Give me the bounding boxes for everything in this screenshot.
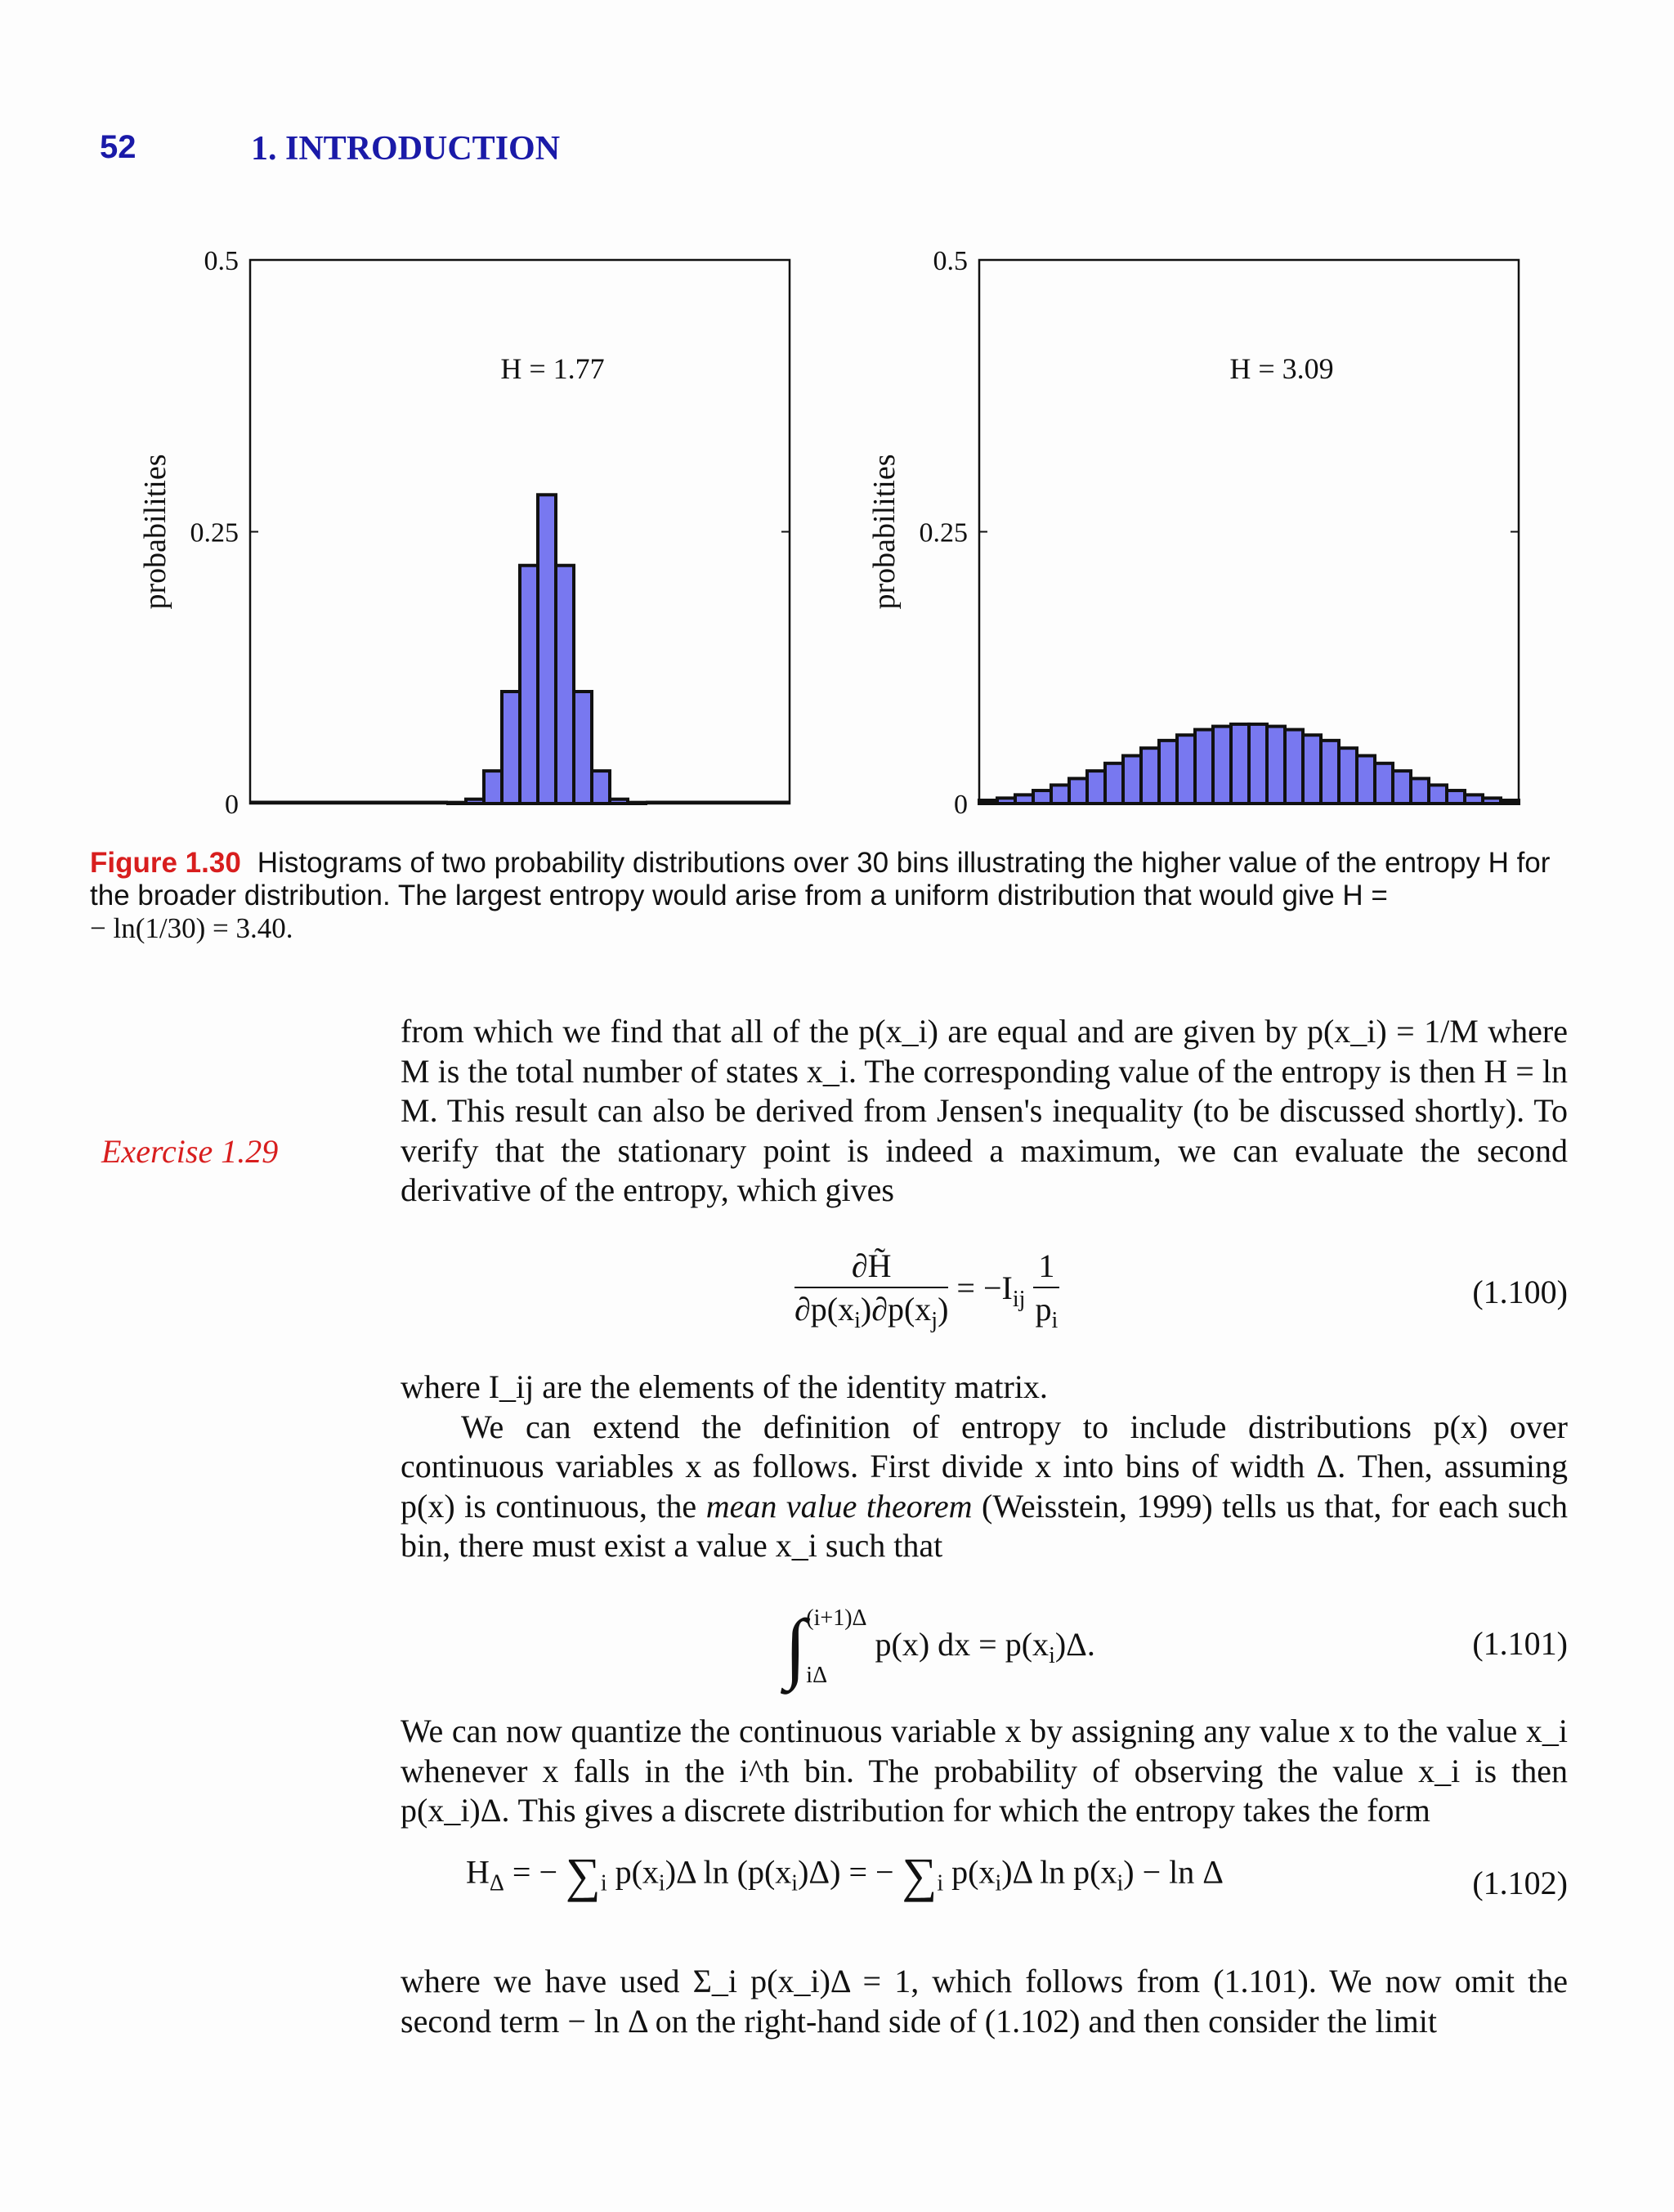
paragraph-4 [401, 1712, 1568, 1831]
histogram-bar [1339, 748, 1357, 804]
histogram-bar [1447, 790, 1465, 804]
histogram-bar [1249, 724, 1267, 804]
plot-frame [979, 260, 1519, 804]
equation-1-102 [401, 1847, 1568, 1946]
histogram-bar [1375, 763, 1393, 804]
histogram-bar [1105, 763, 1123, 804]
histogram-bar [502, 692, 520, 804]
y-tick-label: 0.5 [204, 246, 239, 276]
histogram-bar [1069, 778, 1087, 804]
page-number: 52 [100, 129, 137, 165]
histogram-bar [1231, 724, 1249, 804]
entropy-annotation: H = 3.09 [1229, 352, 1334, 385]
paragraph-5 [401, 1962, 1568, 2041]
histogram-bar [628, 803, 646, 804]
histogram-bar [1123, 755, 1141, 804]
histogram-bar [1087, 771, 1105, 804]
y-axis-label: probabilities [867, 454, 902, 610]
equation-1-100-body: $\frac{\partial H̃}{\partial p(x_i)\partial p(x_j)}$ = $-I_{ij}$ $\frac{1}{p_i}$ [794, 1247, 1059, 1334]
histogram-bar [1177, 735, 1195, 804]
histogram-bar [1393, 771, 1411, 804]
y-tick-label: 0 [225, 790, 239, 820]
histogram-bar [1033, 790, 1051, 804]
histogram-bar [520, 566, 538, 804]
paragraph-3-text: We can extend the definition of entropy to include distributions p(x) over continuous variables x as follows. First divide x into bins of width Δ. Then, assuming p(x) is continuous, the mean value theorem (Weisstein, 1999) tells us that, for each such bin, there must exist a value x_i such that [401, 1408, 1569, 1564]
histogram-bar [1411, 778, 1429, 804]
y-tick-label: 0 [954, 790, 968, 820]
y-tick-label: 0.25 [190, 517, 239, 549]
paragraph-2-text: where I_ij are the elements of the identity matrix. [401, 1368, 1048, 1405]
histogram-bar [979, 800, 997, 804]
paragraph-2 [401, 1368, 1568, 1566]
equation-1-101-body: ∫(i+1)Δ iΔ p(x) dx = $p(x_i)\Delta$. [785, 1603, 1095, 1690]
equation-1-100 [401, 1247, 1568, 1345]
entropy-annotation: H = 1.77 [500, 352, 605, 385]
histogram-bar [466, 799, 484, 804]
histogram-bar [1141, 748, 1159, 804]
histogram-bar [1267, 727, 1285, 804]
chapter-title: 1. INTRODUCTION [251, 130, 561, 168]
histogram-bar [1159, 741, 1177, 804]
histogram-bar [1303, 735, 1321, 804]
equation-number: (1.101) [1472, 1625, 1568, 1662]
exercise-reference[interactable]: Exercise 1.29 [101, 1133, 279, 1170]
y-tick-label: 0.5 [933, 246, 968, 276]
histogram-bar [610, 799, 628, 804]
y-axis-label: probabilities [138, 454, 172, 610]
figure-caption [90, 847, 1569, 945]
equation-1-102-body: $H_\Delta$ = − $\sum_i$ $p(x_i)\Delta$ $\ln (p(x_i)\Delta)$ = − $\sum_i$ $p(x_i)\Delta$ $\ln p(x_i) - \ln \Delta$ [466, 1848, 1224, 1902]
figure-label: Figure 1.30 [90, 847, 241, 879]
paragraph-4-text: We can now quantize the continuous variable x by assigning any value x to the value x_i whenever x falls in the i^th bin. The probability of observing the value x_i is then p(x_i)Δ. This gives a discrete distribution for which the entropy takes the form [401, 1713, 1568, 1829]
paragraph-1-text: from which we find that all of the p(x_i) are equal and are given by p(x_i) = 1/M where M is the total number of states x_i. The corresponding value of the entropy is then H = ln M. This result can also be derived from Jensen's inequality (to be discussed shortly). To verify that the stationary point is indeed a maximum, we can evaluate the second derivative of the entropy, which gives [401, 1013, 1568, 1208]
histogram-bar [1429, 785, 1447, 804]
histogram-bar [1321, 741, 1339, 804]
caption-math: − ln(1/30) = 3.40. [90, 912, 293, 944]
equation-1-101 [401, 1590, 1568, 1696]
histogram-bar [484, 771, 502, 804]
histogram-bar [592, 771, 610, 804]
histogram-bar [1051, 785, 1069, 804]
histogram-bar [1015, 795, 1033, 804]
histogram-bar [1357, 755, 1375, 804]
histogram-bar [1483, 798, 1501, 804]
paragraph-5-text: where we have used Σ_i p(x_i)Δ = 1, which follows from (1.101). We now omit the second term − ln Δ on the right-hand side of (1.102) and then consider the limit [401, 1963, 1568, 2040]
histogram-bar [574, 692, 592, 804]
histogram-bar [1285, 730, 1303, 804]
histogram-figure [0, 0, 1674, 834]
histogram-bar [448, 803, 466, 804]
equation-number: (1.100) [1472, 1274, 1568, 1310]
caption-text: Histograms of two probability distributions over 30 bins illustrating the higher value of the entropy H for the broader distribution. The largest entropy would arise from a uniform distribution that would give H = [90, 847, 1551, 911]
histogram-bar [1465, 795, 1483, 804]
histogram-bar [997, 798, 1015, 804]
paragraph-1 [401, 1012, 1568, 1211]
histogram-bar [1501, 800, 1519, 804]
histogram-bar [1195, 730, 1213, 804]
histogram-bar [1213, 727, 1231, 804]
histogram-bar [538, 495, 556, 804]
y-tick-label: 0.25 [919, 517, 968, 549]
equation-number: (1.102) [1472, 1865, 1568, 1901]
histogram-bar [556, 566, 574, 804]
